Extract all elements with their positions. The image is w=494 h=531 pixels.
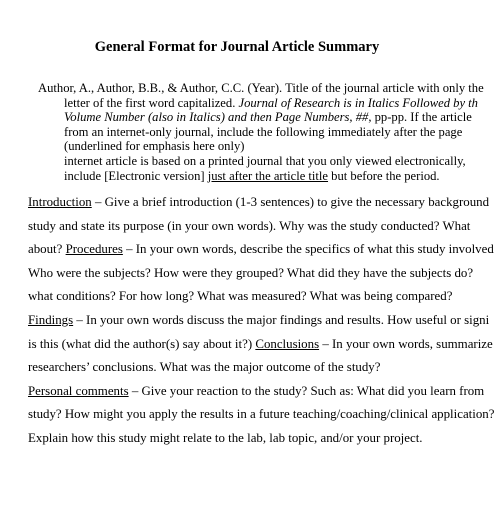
personal-comments-text-1: – Give your reaction to the study? Such as: What did you learn from xyxy=(128,383,485,398)
document-title: General Format for Journal Article Summary xyxy=(94,39,380,55)
findings-line-2 xyxy=(28,333,493,357)
introduction-line-1 xyxy=(28,191,490,215)
personal-comments-line-2: study? How might you apply the results in a future teaching/coaching/clinical application? xyxy=(28,407,494,422)
reference-line-5: (underlined for emphasis here only) xyxy=(64,139,245,154)
conclusions-heading: Conclusions xyxy=(255,336,320,351)
procedures-line-3: what conditions? For how long? What was measured? What was being compared? xyxy=(28,289,453,304)
reference-line-1: Author, A., Author, B.B., & Author, C.C. (Year). Title of the journal article with only the xyxy=(38,81,484,95)
findings-text-1: – In your own words discuss the major findings and results. How useful or signi xyxy=(73,312,490,327)
findings-text-2: is this (what did the author(s) say about it?) xyxy=(28,336,256,351)
procedures-line-2: Who were the subjects? How were they grouped? What did they have the subjects do? xyxy=(28,265,474,280)
findings-line-1 xyxy=(28,309,490,333)
conclusions-line-2: researchers’ conclusions. What was the major outcome of the study? xyxy=(28,360,381,375)
personal-comments-line-1 xyxy=(28,380,485,404)
reference-line-3-italic: Volume Number (also in Italics) and then Page Numbers, ## xyxy=(64,110,369,125)
reference-line-7 xyxy=(38,169,478,184)
procedures-text-1: – In your own words, describe the specifics of what this study involved xyxy=(122,242,494,257)
reference-line-2-plain: letter of the first word capitalized. xyxy=(64,95,239,110)
summary-sections xyxy=(28,191,494,451)
reference-line-6: internet article is based on a printed journal that you only viewed electronically, xyxy=(64,153,466,168)
reference-line-4: from an internet-only journal, include the following immediately after the page xyxy=(64,124,463,139)
introduction-text-3: about? xyxy=(28,242,66,257)
reference-line-2 xyxy=(38,96,478,111)
reference-line-7-underlined: just after the article title xyxy=(207,168,329,183)
reference-line-3 xyxy=(38,110,478,125)
reference-line-3-plain: , pp-pp. If the article xyxy=(368,110,472,125)
findings-heading: Findings xyxy=(28,312,74,327)
personal-comments-heading: Personal comments xyxy=(28,383,129,398)
procedures-heading: Procedures xyxy=(65,242,123,257)
conclusions-text-1: – In your own words, summarize xyxy=(319,336,493,351)
personal-comments-line-3: Explain how this study might relate to the lab, lab topic, and/or your project. xyxy=(28,430,423,445)
procedures-line-1 xyxy=(28,238,494,262)
introduction-text-1: – Give a brief introduction (1-3 sentences) to give the necessary background xyxy=(91,195,490,209)
reference-line-2-italic: Journal of Research is in Italics Followed by th xyxy=(238,95,478,110)
reference-format-block xyxy=(38,81,484,183)
introduction-heading: Introduction xyxy=(28,195,92,209)
reference-line-7-plain-a: include [Electronic version] xyxy=(64,168,208,183)
introduction-line-2: study and state its purpose (in your own words). Why was the study conducted? What xyxy=(28,218,471,233)
reference-line-7-plain-c: but before the period. xyxy=(328,168,440,183)
